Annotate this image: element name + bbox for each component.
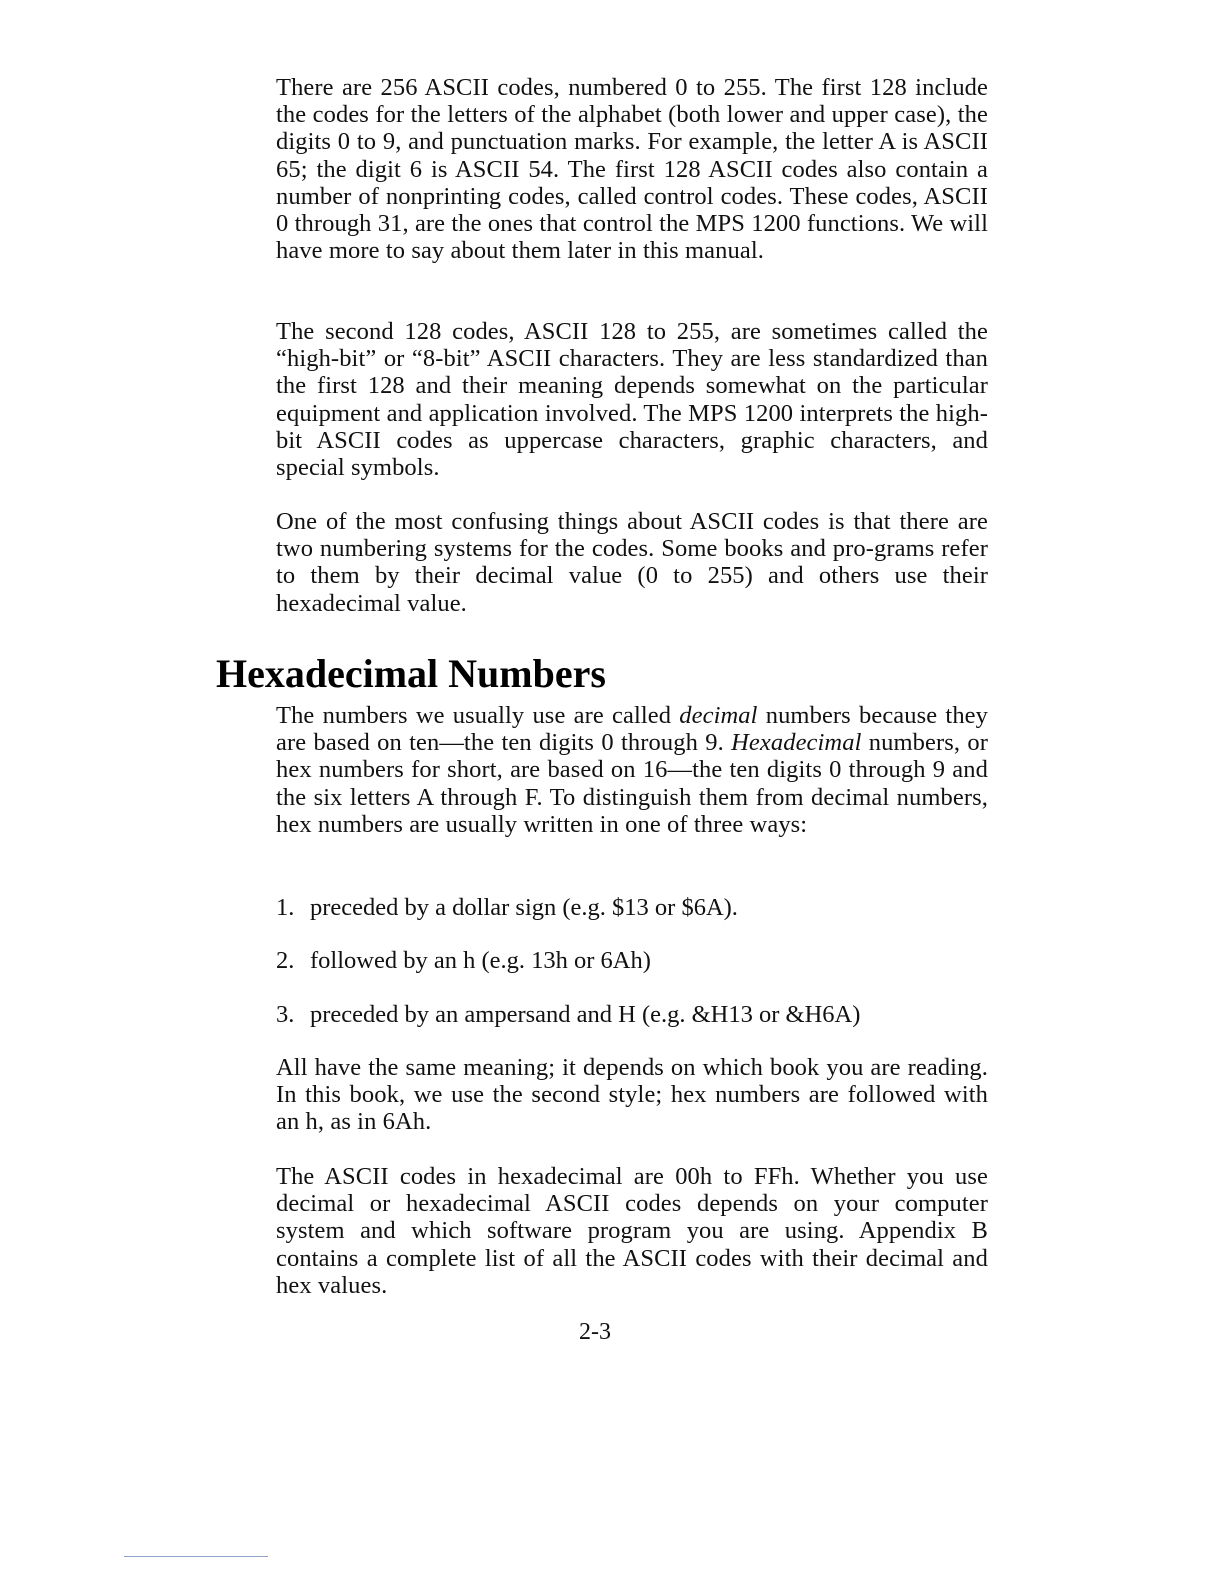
paragraph-notation-style: All have the same meaning; it depends on which book you are reading. In this book, we use the second style; hex numbers are followed with an h, as in 6Ah. [276,1054,988,1136]
paragraph-hex-intro [276,702,988,838]
list-item [276,1001,988,1029]
intro-emphasis-hexadecimal: Hexadecimal [731,729,862,757]
footer-divider [124,1556,268,1557]
list-item [276,947,988,975]
list-item-text: preceded by an ampersand and H (e.g. &H13 or &H6A) [310,1001,861,1028]
paragraph-ascii-codes: There are 256 ASCII codes, numbered 0 to 255. The first 128 include the codes for the letters of the alphabet (both lower and upper case), the digits 0 to 9, and punctuation marks. For example, the letter A is ASCII 65; the digit 6 is ASCII 54. The first 128 ASCII codes also contain a number of nonprinting codes, called control codes. These codes, ASCII 0 through 31, are the ones that control the MPS 1200 functions. We will have more to say about them later in this manual. [276,74,988,265]
page-number: 2-3 [579,1319,611,1345]
list-item-number: 2. [276,947,295,974]
list-item-text: preceded by a dollar sign (e.g. $13 or $6A). [310,894,738,921]
list-item [276,894,988,922]
intro-text-1: The numbers we usually use are called [276,702,680,729]
paragraph-numbering-systems: One of the most confusing things about ASCII codes is that there are two numbering systems for the codes. Some books and pro-grams refer to them by their decimal value (0 to 255) and others use their hexadecimal value. [276,508,988,617]
list-item-number: 3. [276,1001,295,1028]
intro-text-3: numbers, or hex numbers for short, are based on 16—the ten digits 0 through 9 and the six letters A through F. To distinguish them from decimal numbers, hex numbers are usually written in one of three ways: [276,729,989,838]
paragraph-high-bit-codes: The second 128 codes, ASCII 128 to 255, are sometimes called the “high-bit” or “8-bit” ASCII characters. They are less standardized than the first 128 and their meaning depends somewhat on the particular equipment and application involved. The MPS 1200 interprets the high-bit ASCII codes as uppercase characters, graphic characters, and special symbols. [276,318,988,482]
list-item-text: followed by an h (e.g. 13h or 6Ah) [310,947,651,974]
intro-text-2: numbers because they are based on ten—the ten digits 0 through 9. [276,702,989,757]
intro-emphasis-decimal: decimal [679,702,758,729]
section-heading: Hexadecimal Numbers [216,651,606,696]
list-item-number: 1. [276,894,295,921]
paragraph-hex-ascii-range: The ASCII codes in hexadecimal are 00h to FFh. Whether you use decimal or hexadecimal ASCII codes depends on your computer system and which software program you are using. Appendix B contains a complete list of all the ASCII codes with their decimal and hex values. [276,1163,988,1299]
